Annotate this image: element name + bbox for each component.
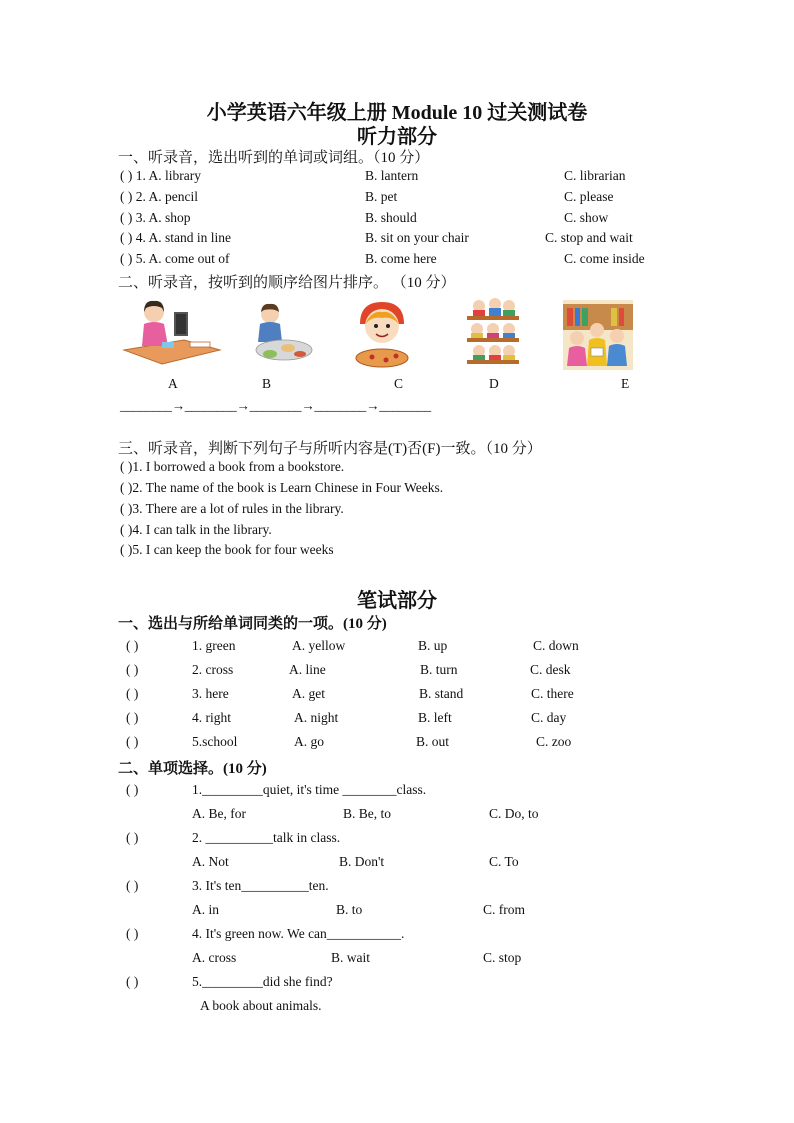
l1-q2-b: B. pet — [365, 189, 398, 204]
w1-row4-a: A. night — [294, 710, 339, 725]
l3-item3: ( )3. There are a lot of rules in the library. — [120, 501, 344, 516]
l1-q4-b: B. sit on your chair — [365, 230, 469, 245]
l1-q4-c: C. stop and wait — [545, 230, 633, 245]
l1-q5-b: B. come here — [365, 251, 437, 266]
w1-row3-a: A. get — [292, 686, 325, 701]
listening-part3-heading: 三、听录音，判断下列句子与所听内容是(T)否(F)一致。（10 分） — [118, 441, 542, 457]
l1-q5-c: C. come inside — [564, 251, 645, 266]
listening-part2-heading: 二、听录音，按听到的顺序给图片排序。 （10 分） — [118, 275, 456, 291]
picture-label-e: E — [621, 376, 630, 391]
w2-q1-stem: 1._________quiet, it's time ________class. — [192, 782, 427, 797]
w1-row4-paren: ( ) — [126, 710, 139, 725]
picture-c-girl-with-pizza-icon — [352, 298, 412, 370]
w2-q1-c: C. Do, to — [489, 806, 539, 821]
w2-q2-stem: 2. __________talk in class. — [192, 830, 341, 845]
w1-row1-word: 1. green — [192, 638, 236, 653]
w1-row2-word: 2. cross — [192, 662, 234, 677]
w1-row3-paren: ( ) — [126, 686, 139, 701]
writing-section-title: 笔试部分 — [357, 590, 437, 612]
w1-row5-word: 5.school — [192, 734, 238, 749]
w2-q5-stem: 5._________did she find? — [192, 974, 333, 989]
w2-q3-paren: ( ) — [126, 878, 139, 893]
w1-row5-c: C. zoo — [536, 734, 572, 749]
w1-row1-c: C. down — [533, 638, 579, 653]
w2-q4-paren: ( ) — [126, 926, 139, 941]
picture-a-girl-at-desk-icon — [122, 298, 222, 370]
writing-part2-heading: 二、单项选择。(10 分) — [118, 761, 267, 777]
w2-q4-c: C. stop — [483, 950, 522, 965]
l1-q1-b: B. lantern — [365, 168, 419, 183]
w1-row4-word: 4. right — [192, 710, 231, 725]
w2-q3-c: C. from — [483, 902, 525, 917]
picture-e-kids-in-library-icon — [563, 300, 633, 370]
l1-q1: ( ) 1. A. library — [120, 168, 201, 183]
picture-label-b: B — [262, 376, 272, 391]
listening-part1-heading: 一、听录音，选出听到的单词或词组。（10 分） — [118, 150, 430, 166]
w2-q5-paren: ( ) — [126, 974, 139, 989]
l1-q3-c: C. show — [564, 210, 609, 225]
w2-q1-b: B. Be, to — [343, 806, 392, 821]
l1-q2: ( ) 2. A. pencil — [120, 189, 198, 204]
w1-row2-b: B. turn — [420, 662, 458, 677]
w2-q4-a: A. cross — [192, 950, 237, 965]
w1-row3-b: B. stand — [419, 686, 464, 701]
w2-q2-paren: ( ) — [126, 830, 139, 845]
l1-q5: ( ) 5. A. come out of — [120, 251, 230, 266]
writing-part1-heading: 一、选出与所给单词同类的一项。(10 分) — [118, 616, 387, 632]
exam-title: 小学英语六年级上册 Module 10 过关测试卷 — [206, 102, 588, 124]
w1-row2-a: A. line — [289, 662, 326, 677]
w2-q4-stem: 4. It's green now. We can___________. — [192, 926, 405, 941]
w2-q3-stem: 3. It's ten__________ten. — [192, 878, 329, 893]
w2-q1-a: A. Be, for — [192, 806, 246, 821]
l3-item2: ( )2. The name of the book is Learn Chinese in Four Weeks. — [120, 480, 444, 495]
picture-b-boy-eating-icon — [244, 300, 314, 370]
l3-item1: ( )1. I borrowed a book from a bookstore. — [120, 459, 345, 474]
l3-item5: ( )5. I can keep the book for four weeks — [120, 542, 334, 557]
w1-row4-c: C. day — [531, 710, 567, 725]
w2-q4-b: B. wait — [331, 950, 370, 965]
picture-label-d: D — [489, 376, 499, 391]
w1-row3-word: 3. here — [192, 686, 229, 701]
l1-q3-b: B. should — [365, 210, 417, 225]
listening-section-title: 听力部分 — [357, 126, 437, 148]
w1-row2-paren: ( ) — [126, 662, 139, 677]
picture-d-students-in-class-icon — [465, 294, 521, 370]
l1-q2-c: C. please — [564, 189, 614, 204]
w2-q3-b: B. to — [336, 902, 363, 917]
w1-row2-c: C. desk — [530, 662, 571, 677]
picture-label-c: C — [394, 376, 404, 391]
l3-item4: ( )4. I can talk in the library. — [120, 522, 272, 537]
w1-row5-paren: ( ) — [126, 734, 139, 749]
ordering-answer-line: ________→________→________→________→________ — [120, 398, 431, 413]
w1-row1-paren: ( ) — [126, 638, 139, 653]
w2-q2-c: C. To — [489, 854, 519, 869]
w2-q3-a: A. in — [192, 902, 219, 917]
w1-row1-a: A. yellow — [292, 638, 346, 653]
w1-row5-a: A. go — [294, 734, 324, 749]
w2-q1-paren: ( ) — [126, 782, 139, 797]
w2-q2-a: A. Not — [192, 854, 229, 869]
w1-row3-c: C. there — [531, 686, 574, 701]
w1-row5-b: B. out — [416, 734, 450, 749]
l1-q4: ( ) 4. A. stand in line — [120, 230, 231, 245]
l1-q1-c: C. librarian — [564, 168, 626, 183]
w2-q5-answer: A book about animals. — [200, 998, 322, 1013]
l1-q3: ( ) 3. A. shop — [120, 210, 191, 225]
w2-q2-b: B. Don't — [339, 854, 385, 869]
w1-row4-b: B. left — [418, 710, 452, 725]
picture-label-a: A — [168, 376, 178, 391]
w1-row1-b: B. up — [418, 638, 448, 653]
